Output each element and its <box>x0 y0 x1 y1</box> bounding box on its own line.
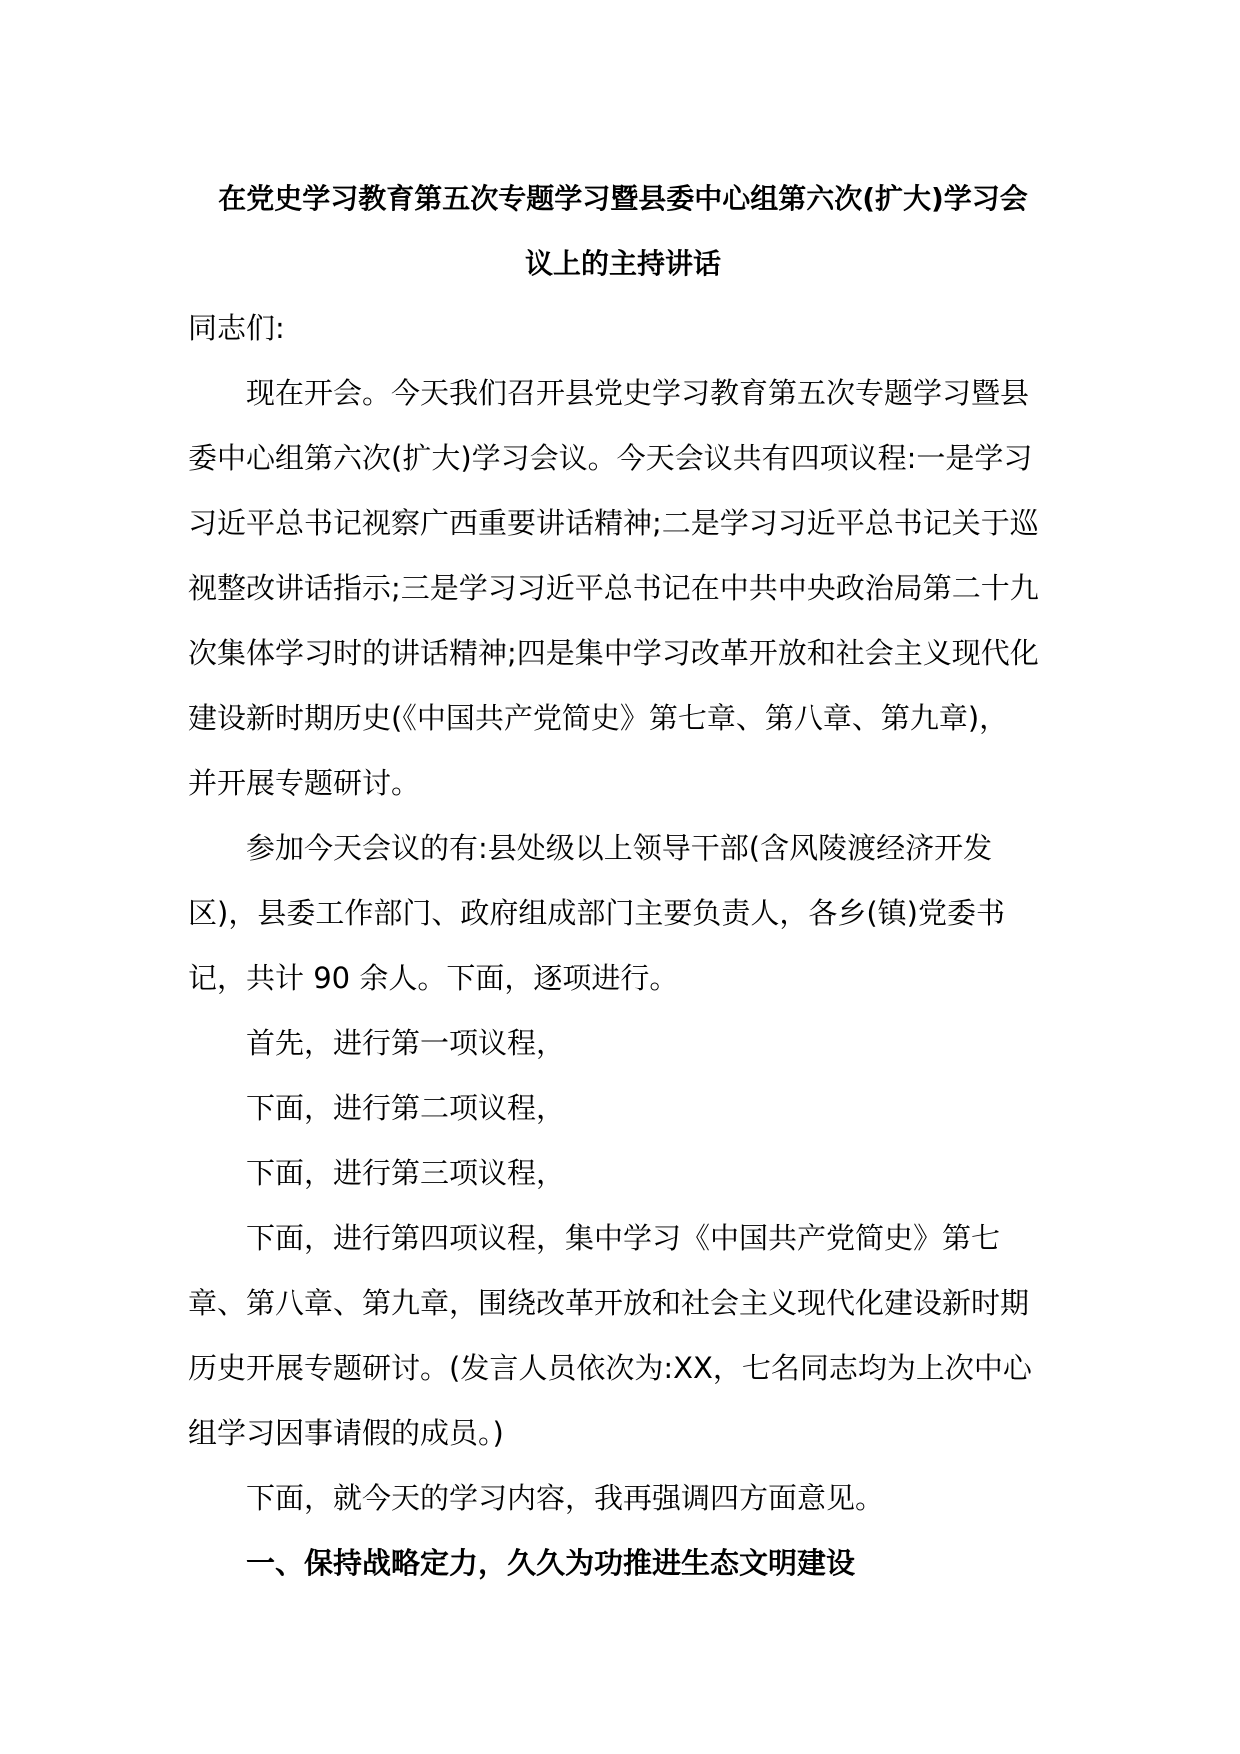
text-line: 现在开会。今天我们召开县党史学习教育第五次专题学习暨县 <box>246 376 1030 410</box>
text-line: 下面，进行第四项议程，集中学习《中国共产党简史》第七 <box>246 1221 1001 1255</box>
text-line: 首先，进行第一项议程， <box>246 1026 566 1060</box>
paragraph-agenda-1 <box>188 1011 1058 1076</box>
paragraph-transition <box>188 1466 1058 1531</box>
text-line: 委中心组第六次(扩大)学习会议。今天会议共有四项议程:一是学习 <box>188 441 1033 475</box>
paragraph-agenda-2 <box>188 1076 1058 1141</box>
text-line: 建设新时期历史(《中国共产党简史》第七章、第八章、第九章)， <box>188 701 1009 735</box>
text-line: 下面，就今天的学习内容，我再强调四方面意见。 <box>246 1481 885 1515</box>
paragraph-attendees <box>188 816 1058 1011</box>
text-line: 区)，县委工作部门、政府组成部门主要负责人，各乡(镇)党委书 <box>188 896 1005 930</box>
text-line: 参加今天会议的有:县处级以上领导干部(含风陵渡经济开发 <box>246 831 993 865</box>
text-line: 下面，进行第二项议程， <box>246 1091 566 1125</box>
title-line: 在党史学习教育第五次专题学习暨县委中心组第六次(扩大)学习会 <box>218 182 1028 215</box>
document-title <box>188 166 1058 296</box>
text-line: 历史开展专题研讨。(发言人员依次为:XX，七名同志均为上次中心 <box>188 1351 1032 1385</box>
text-line: 记，共计 90 余人。下面，逐项进行。 <box>188 961 679 995</box>
document-body <box>188 166 1058 1596</box>
salutation-text: 同志们: <box>188 311 285 345</box>
text-line: 习近平总书记视察广西重要讲话精神;二是学习习近平总书记关于巡 <box>188 506 1039 540</box>
paragraph-opening <box>188 361 1058 816</box>
paragraph-agenda-3 <box>188 1141 1058 1206</box>
text-line: 并开展专题研讨。 <box>188 766 421 800</box>
text-line: 下面，进行第三项议程， <box>246 1156 566 1190</box>
text-line: 视整改讲话指示;三是学习习近平总书记在中共中央政治局第二十九 <box>188 571 1039 605</box>
section-heading-1: 一、保持战略定力，久久为功推进生态文明建设 <box>246 1546 856 1580</box>
text-line: 次集体学习时的讲话精神;四是集中学习改革开放和社会主义现代化 <box>188 636 1039 670</box>
text-line: 组学习因事请假的成员。) <box>188 1416 504 1450</box>
text-line: 章、第八章、第九章，围绕改革开放和社会主义现代化建设新时期 <box>188 1286 1030 1320</box>
salutation <box>188 296 1058 361</box>
title-line: 议上的主持讲话 <box>524 247 721 280</box>
paragraph-agenda-4 <box>188 1206 1058 1466</box>
